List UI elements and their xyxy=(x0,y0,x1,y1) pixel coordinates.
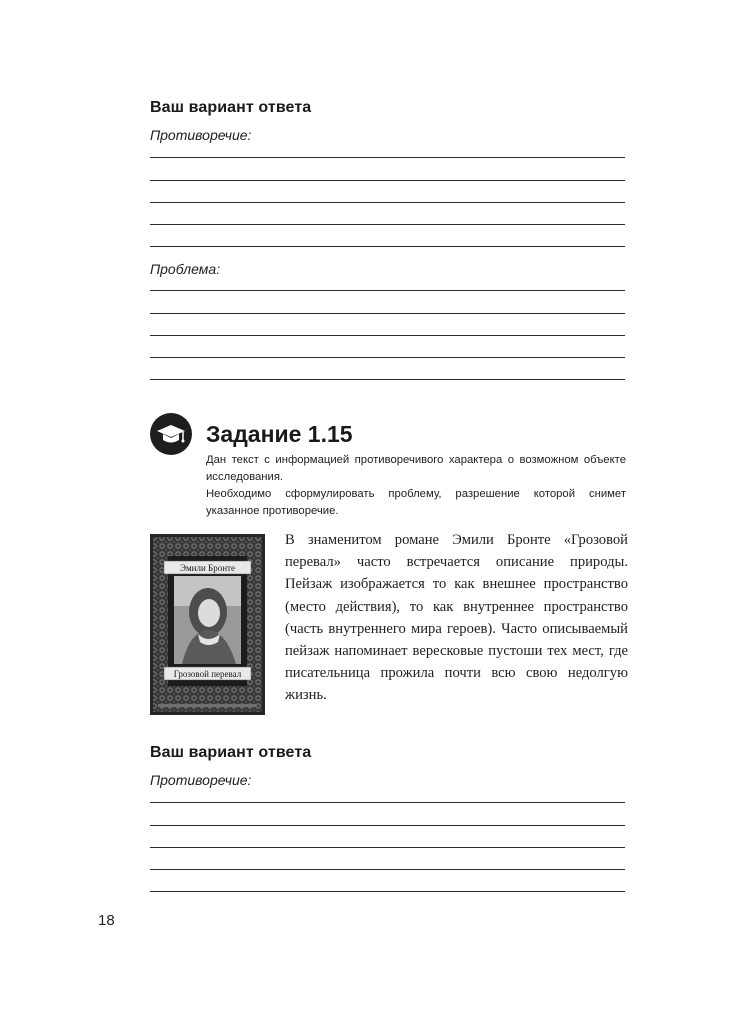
task-instructions xyxy=(206,452,626,520)
book-cover-image xyxy=(150,534,265,715)
contradiction-answer-lines[interactable] xyxy=(150,136,625,247)
answer-line[interactable] xyxy=(150,803,625,825)
task-title: Задание 1.15 xyxy=(206,421,353,447)
task-body-text: В знаменитом романе Эмили Бронте «Грозовой перевал» часто встречается описание природы. Пейзаж изображается то как внешнее пространство (место действия), то как внутреннее пространство (часть внутреннего мира героев). Часто описываемый пейзаж напоминает вересковые пустоши тех мест, где писательница прожила почти всю свою недолгую жизнь. xyxy=(285,532,628,704)
book-title: Грозовой перевал xyxy=(173,669,242,679)
answer-line[interactable] xyxy=(150,291,625,313)
answer-line[interactable] xyxy=(150,781,625,803)
contradiction-answer-lines[interactable] xyxy=(150,781,625,892)
answer-heading: Ваш вариант ответа xyxy=(150,99,312,116)
answer-line[interactable] xyxy=(150,136,625,158)
contradiction-label: Противоречие: xyxy=(150,772,252,788)
instruction-text: Дан текст с информацией противоречивого характера о возможном объекте исследования. xyxy=(206,454,626,483)
answer-line[interactable] xyxy=(150,225,625,247)
answer-line[interactable] xyxy=(150,336,625,358)
answer-line[interactable] xyxy=(150,203,625,225)
contradiction-label: Противоречие: xyxy=(150,127,252,143)
answer-line[interactable] xyxy=(150,269,625,291)
problem-label: Проблема: xyxy=(150,261,221,277)
answer-line[interactable] xyxy=(150,848,625,870)
graduation-cap-icon xyxy=(150,413,192,455)
page-number: 18 xyxy=(98,912,115,929)
answer-line[interactable] xyxy=(150,826,625,848)
answer-line[interactable] xyxy=(150,358,625,380)
answer-line[interactable] xyxy=(150,870,625,892)
instruction-text: Необходимо сформулировать проблему, разрешение которой снимет указанное противоречие. xyxy=(206,488,626,517)
answer-line[interactable] xyxy=(150,158,625,180)
problem-answer-lines[interactable] xyxy=(150,269,625,380)
answer-line[interactable] xyxy=(150,181,625,203)
book-author: Эмили Бронте xyxy=(180,563,235,573)
answer-heading: Ваш вариант ответа xyxy=(150,744,312,761)
answer-line[interactable] xyxy=(150,314,625,336)
